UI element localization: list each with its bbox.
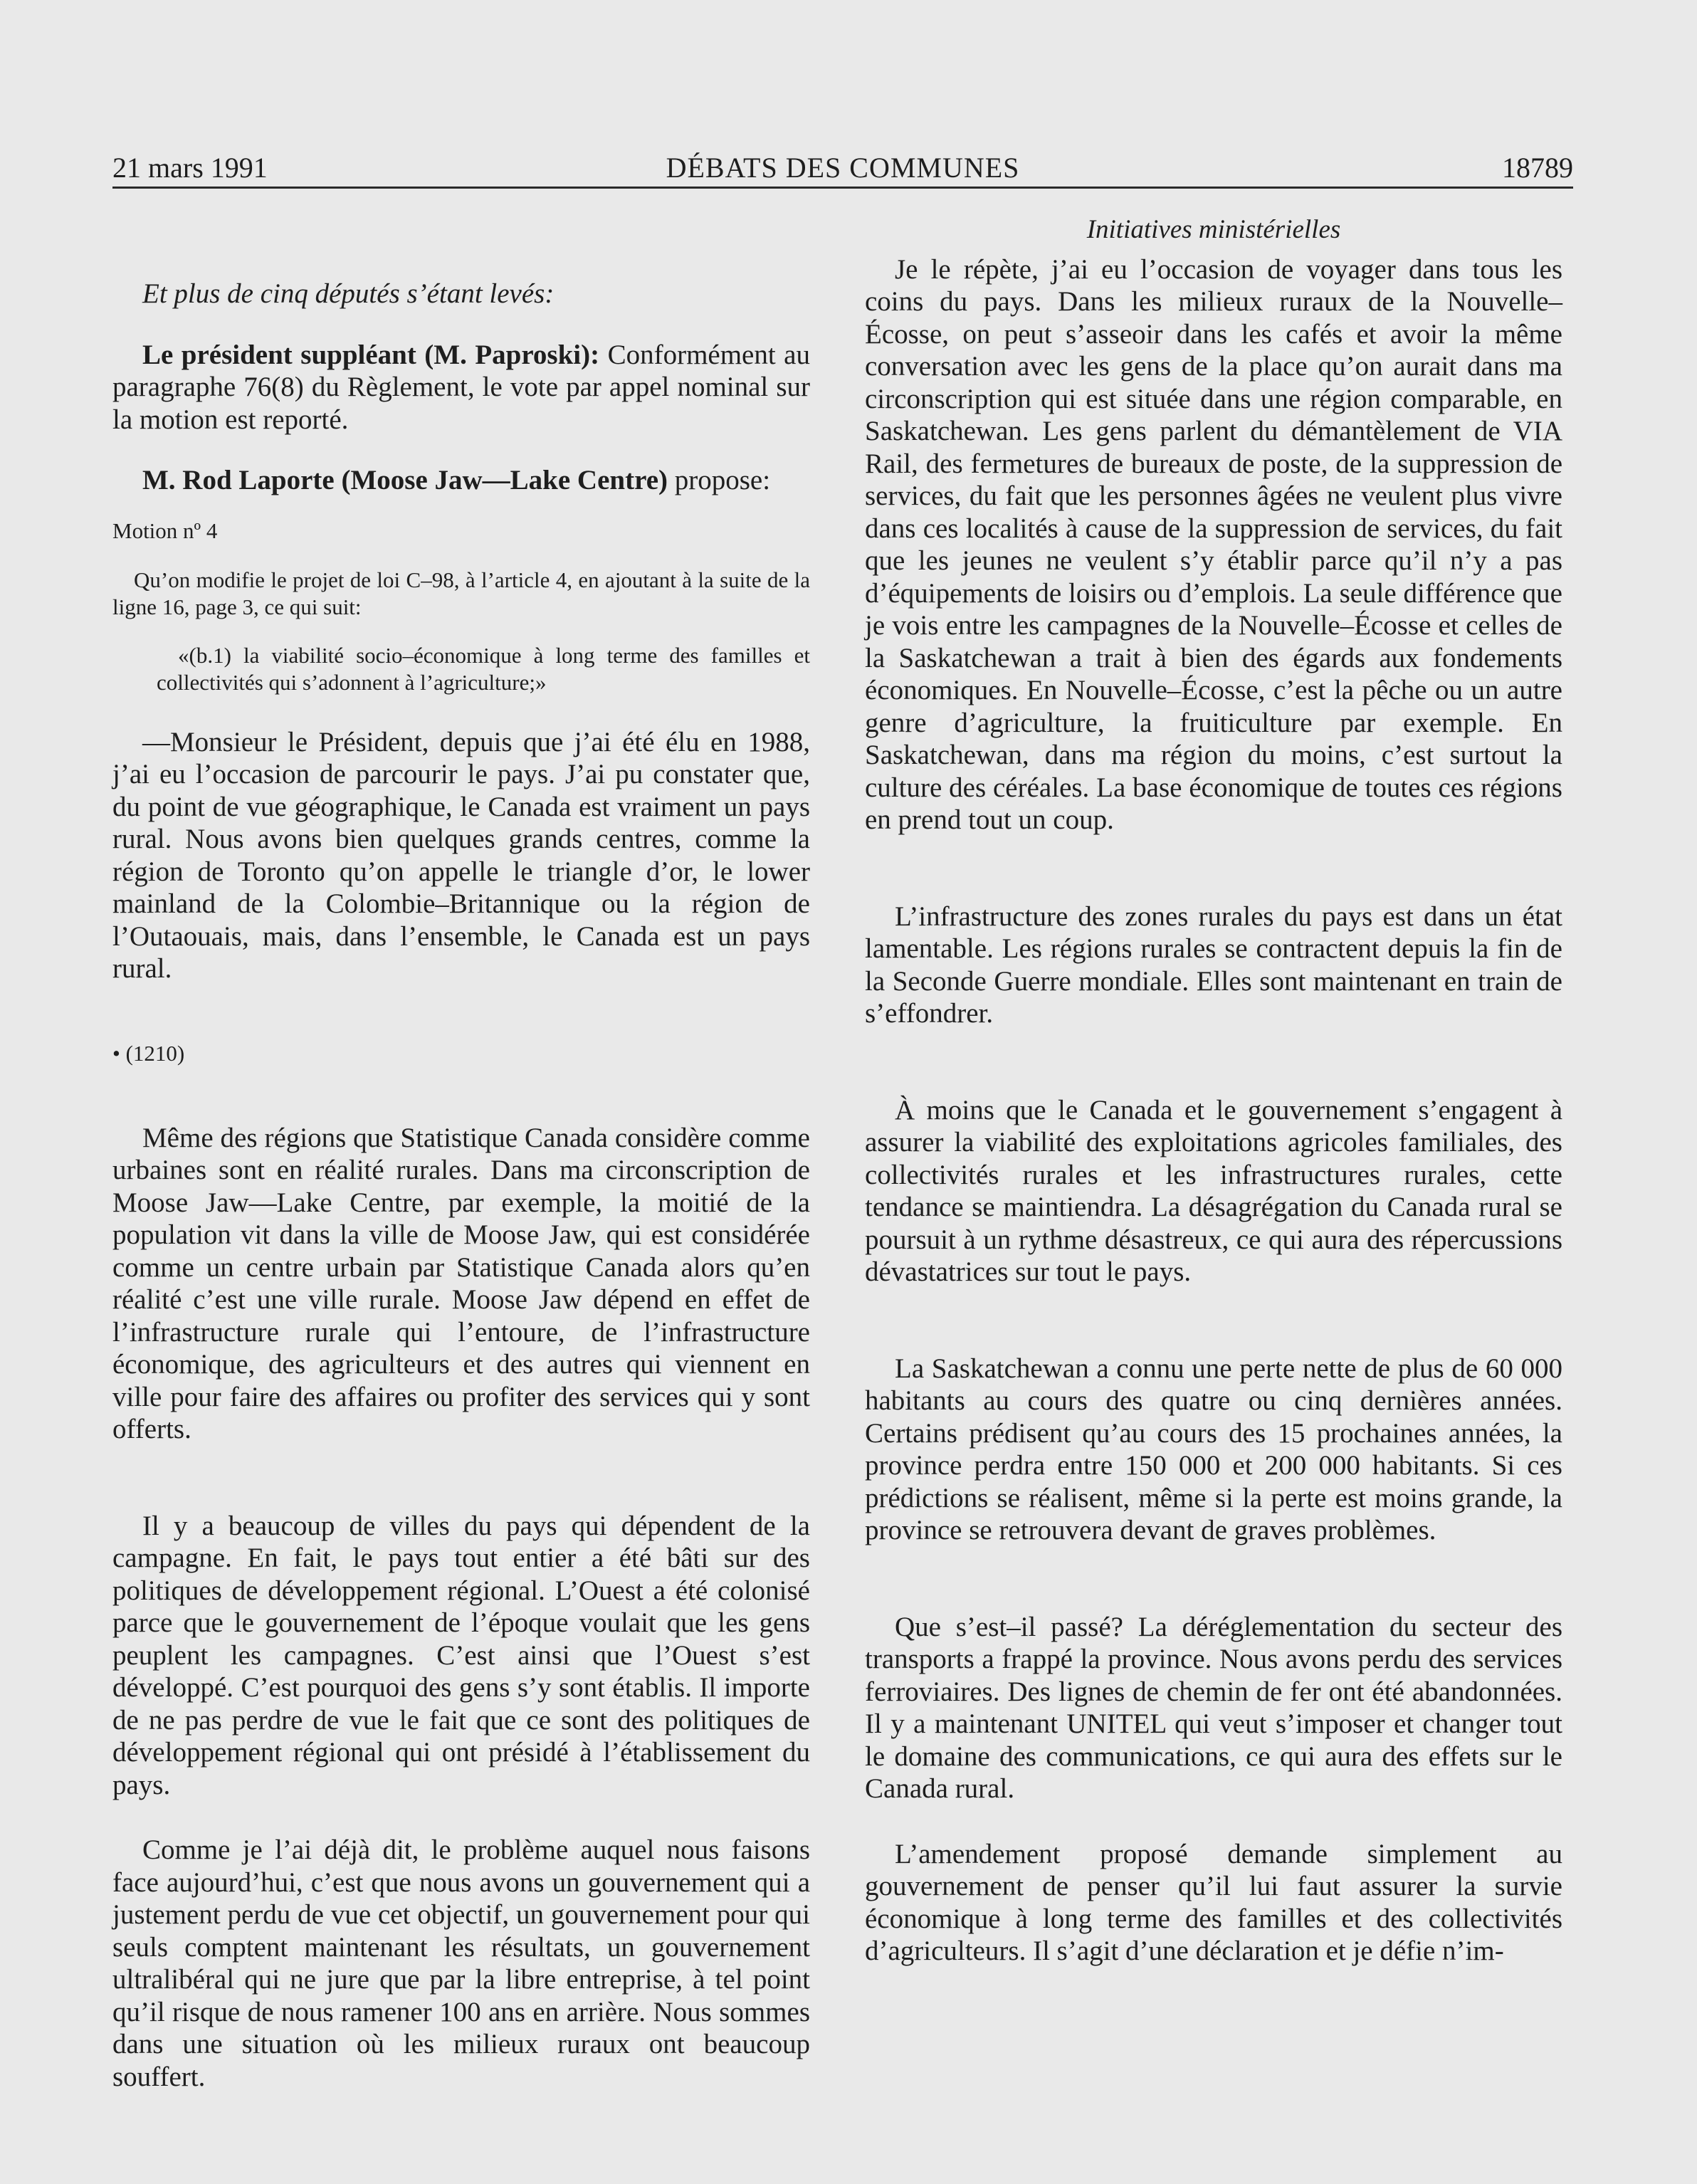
- paragraph: La Saskatchewan a connu une perte nette de plus de 60 000 habitants au cours des quatre ou cinq dernières années. Certains prédisent qu’au cours des 15 prochaines années, la province perdra entre 150 000 et 200 000 habitants. Si ces prédictions se réalisent, même si la perte est moins grande, la province se retrouvera devant de graves problèmes.: [865, 1353, 1562, 1545]
- paragraph: À moins que le Canada et le gouvernement s’engagent à assurer la viabilité des exploitations agricoles familiales, des collectivités rurales et les infrastructures rurales, cette tendance se maintiendra. La désagrégation du Canada rural se poursuit à un rythme désastreux, ce qui aura des répercussions dévastatrices sur tout le pays.: [865, 1094, 1562, 1287]
- running-head: Initiatives ministérielles: [1086, 215, 1341, 244]
- header-date: 21 mars 1991: [112, 152, 268, 184]
- speaker-text: propose:: [668, 465, 771, 495]
- motion-number: Motion nº 4: [112, 518, 218, 543]
- left-column: [112, 214, 810, 2093]
- header-title: DÉBATS DES COMMUNES: [666, 152, 1020, 184]
- paragraph: Même des régions que Statistique Canada considère comme urbaines sont en réalité rurales. Dans ma circonscription de Moose Jaw—Lake Centre, par exemple, la moitié de la population vit dans la ville de Moose Jaw, qui est considérée comme un centre urbain par Statistique Canada alors qu’en réalité c’est une ville rurale. Moose Jaw dépend en effet de l’infrastructure rurale qui l’entoure, de l’infrastructure économique, des agriculteurs et des autres qui viennent en ville pour faire des affaires ou profiter des services qui y sont offerts.: [112, 1122, 810, 1444]
- paragraph: Je le répète, j’ai eu l’occasion de voyager dans tous les coins du pays. Dans les milieux ruraux de la Nouvelle–Écosse, on peut s’asseoir dans les cafés et avoir la même conversation avec les gens de la place qu’on aurait dans ma circonscription qui est située dans une région comparable, en Saskatchewan. Les gens parlent du démantèlement de VIA Rail, des fermetures de bureaux de poste, de la suppression de services, du fait que les personnes âgées ne veulent plus vivre dans ces localités à cause de la suppression de services, du fait que les jeunes ne veulent s’y établir parce qu’il n’y a pas d’équipements de loisirs ou d’emplois. La seule différence que je vois entre les campagnes de la Nouvelle–Écosse et celles de la Saskatchewan a trait à bien des égards aux fondements économiques. En Nouvelle–Écosse, c’est la pêche ou un autre genre d’agriculture, la fruiticulture par exemple. En Saskatchewan, dans ma région du moins, c’est surtout la culture des céréales. La base économique de toutes ces régions en prend tout un coup.: [865, 253, 1562, 835]
- speaker-name: Le président suppléant (M. Paproski):: [142, 339, 600, 370]
- header-page-number: 18789: [1502, 152, 1573, 184]
- speaker-text: Conformément au paragraphe 76(8) du Règlement, le vote par appel nominal sur la motion est reporté.: [112, 339, 810, 435]
- paragraph-speaker-paproski: [112, 339, 810, 436]
- motion-quote: «(b.1) la viabilité socio–économique à long terme des familles et collectivités qui s’adonnent à l’agriculture;»: [157, 642, 810, 695]
- paragraph: L’infrastructure des zones rurales du pays est dans un état lamentable. Les régions rurales se contractent depuis la fin de la Seconde Guerre mondiale. Elles sont maintenant en train de s’effondrer.: [865, 901, 1562, 1029]
- speaker-name: M. Rod Laporte (Moose Jaw—Lake Centre): [142, 465, 668, 495]
- paragraph: —Monsieur le Président, depuis que j’ai été élu en 1988, j’ai eu l’occasion de parcourir le pays. J’ai pu constater que, du point de vue géographique, le Canada est vraiment un pays rural. Nous avons bien quelques grands centres, comme la région de Toronto qu’on appelle le triangle d’or, le lower mainland de la Colombie–Britannique ou la région de l’Outaouais, mais, dans l’ensemble, le Canada est un pays rural.: [112, 726, 810, 984]
- page-header: [112, 149, 1573, 189]
- stage-direction: Et plus de cinq députés s’étant levés:: [142, 278, 555, 309]
- paragraph: Que s’est–il passé? La déréglementation du secteur des transports a frappé la province. Nous avons perdu des services ferroviaires. Des lignes de chemin de fer ont été abandonnées. Il y a maintenant UNITEL qui veut s’imposer et changer tout le domaine des communications, ce qui aura des effets sur le Canada rural.: [865, 1611, 1562, 1804]
- motion-text: Qu’on modifie le projet de loi C–98, à l’article 4, en ajoutant à la suite de la ligne 16, page 3, ce qui suit:: [112, 567, 810, 619]
- time-marker: • (1210): [112, 1040, 185, 1066]
- paragraph: Comme je l’ai déjà dit, le problème auquel nous faisons face aujourd’hui, c’est que nous avons un gouvernement qui a justement perdu de vue cet objectif, un gouvernement pour qui seuls comptent maintenant les résultats, un gouvernement ultralibéral qui ne jure que par la libre entreprise, à tel point qu’il risque de nous ramener 100 ans en arrière. Nous sommes dans une situation où les milieux ruraux ont beaucoup souffert.: [112, 1834, 810, 2092]
- paragraph: L’amendement proposé demande simplement au gouvernement de penser qu’il lui faut assurer la survie économique à long terme des familles et des collectivités d’agriculteurs. Il s’agit d’une déclaration et je défie n’im-: [865, 1838, 1562, 1966]
- paragraph-speaker-laporte: [112, 464, 810, 497]
- paragraph: Il y a beaucoup de villes du pays qui dépendent de la campagne. En fait, le pays tout entier a été bâti sur des politiques de développement régional. L’Ouest a été colonisé parce que le gouvernement de l’époque voulait que les gens peuplent les campagnes. C’est ainsi que l’Ouest s’est développé. C’est pourquoi des gens s’y sont établis. Il importe de ne pas perdre de vue le fait que ce sont des politiques de développement régional qui ont présidé à l’établissement du pays.: [112, 1510, 810, 1800]
- right-column: [865, 214, 1562, 1968]
